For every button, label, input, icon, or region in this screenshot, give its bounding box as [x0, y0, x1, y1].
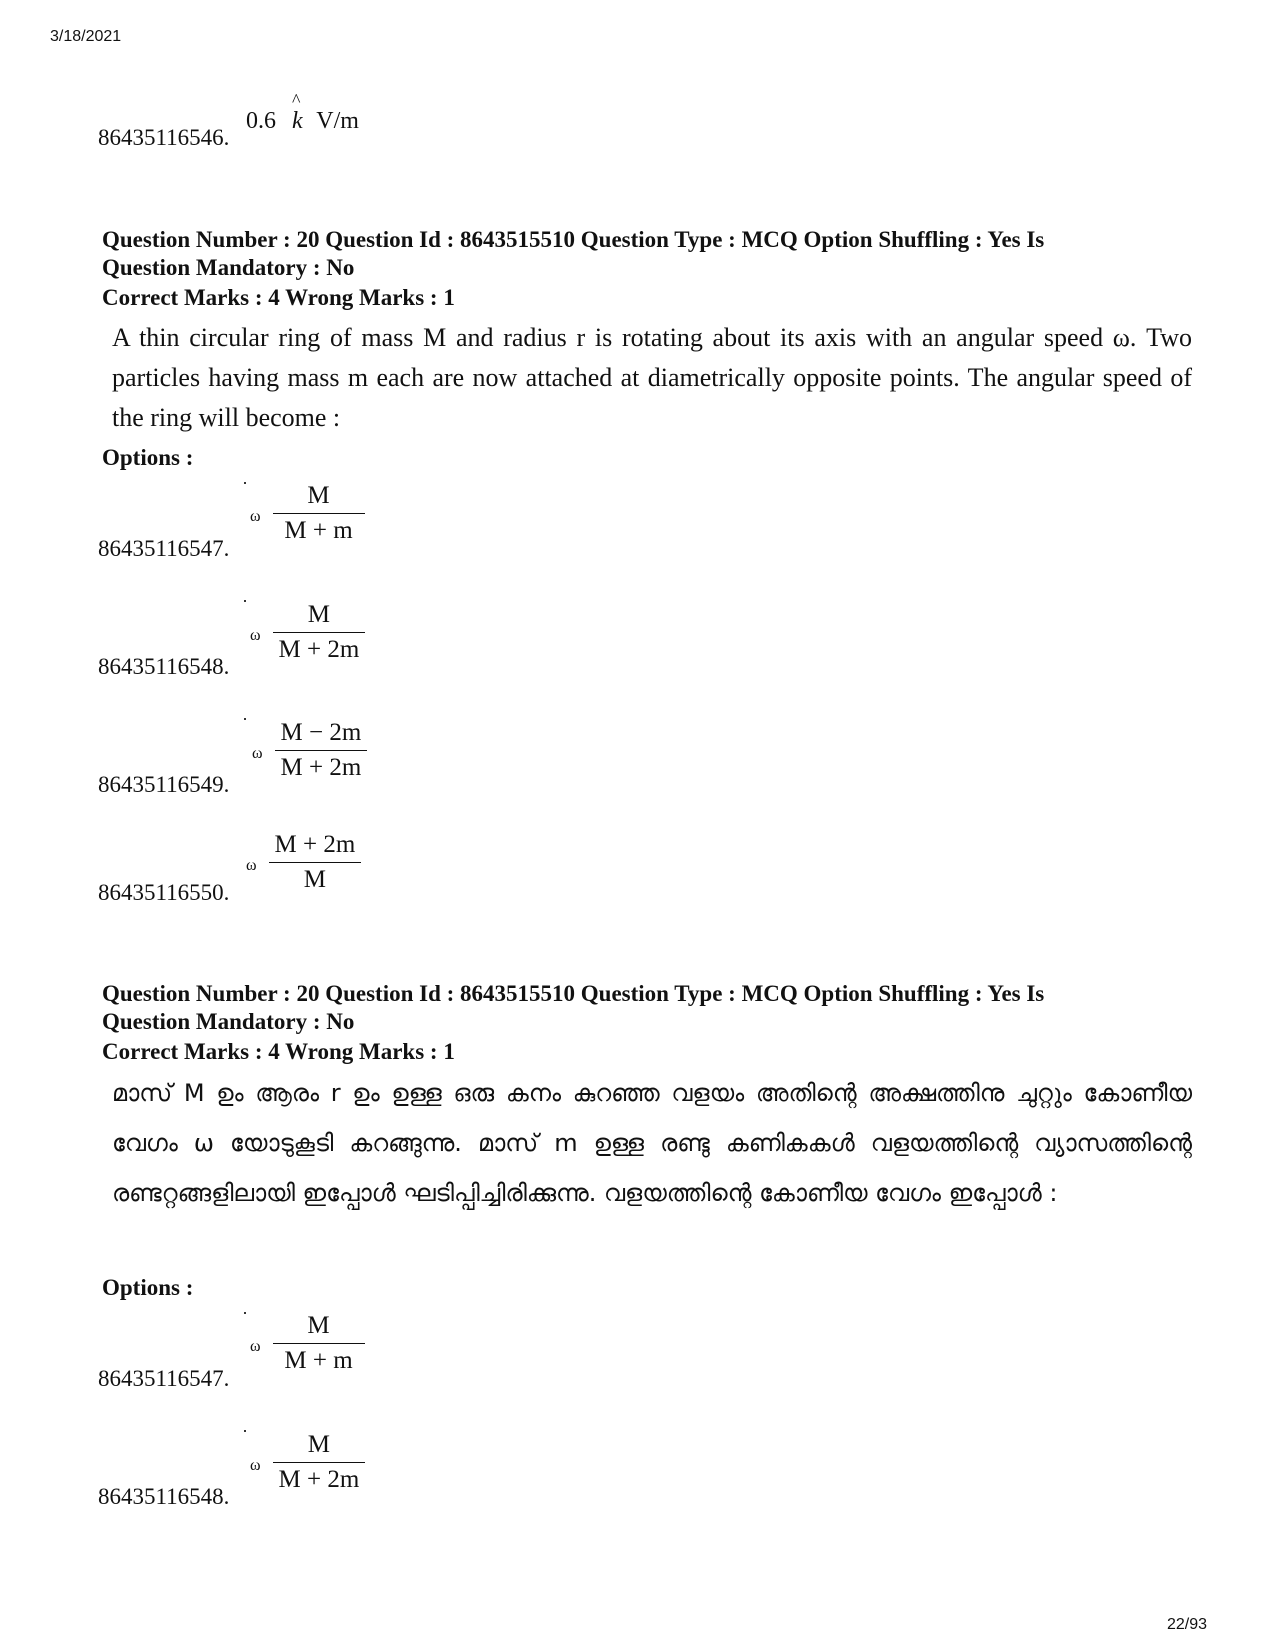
question-header: Question Number : 20 Question Id : 8643515510 Question Type : MCQ Option Shuffling : Yes Is Question Mandatory : No	[102, 227, 1045, 280]
hat-mark: ^	[292, 90, 301, 110]
fraction-numerator: M − 2m	[275, 718, 368, 751]
fraction-numerator: M	[273, 1311, 365, 1344]
option-marker	[244, 1312, 246, 1314]
omega-symbol: ω	[250, 1337, 261, 1355]
option-fraction	[250, 481, 365, 546]
option-fraction	[250, 1311, 365, 1376]
option-fraction	[246, 830, 361, 895]
option-marker	[244, 718, 246, 720]
fraction-denominator: M + 2m	[278, 1466, 360, 1493]
page-number: 22/93	[1167, 1616, 1208, 1633]
question-marks: Correct Marks : 4 Wrong Marks : 1	[102, 285, 455, 310]
option-number: 86435116550.	[98, 880, 230, 905]
option-expression	[246, 90, 359, 135]
question-marks: Correct Marks : 4 Wrong Marks : 1	[102, 1039, 455, 1064]
option-number: 86435116547.	[98, 536, 230, 561]
option-fraction	[250, 600, 365, 665]
expression-value: 0.6	[246, 108, 276, 134]
fraction-denominator: M + 2m	[280, 754, 362, 781]
omega-symbol: ω	[246, 856, 257, 874]
option-fraction	[250, 1430, 365, 1495]
question-text: മാസ് M ഉം ആരം r ഉം ഉള്ള ഒരു കനം കുറഞ്ഞ വളയം അതിന്റെ അക്ഷത്തിനു ചുറ്റും കോണീയ വേഗം ω യോടുകൂടി കറങ്ങുന്നു. മാസ് m ഉള്ള രണ്ടു കണികകൾ വളയത്തിന്റെ വ്യാസത്തിന്റെ രണ്ടറ്റങ്ങളിലായി ഇപ്പോൾ ഘടിപ്പിച്ചിരിക്കുന്നു. വളയത്തിന്റെ കോണീയ വേഗം ഇപ്പോൾ :	[112, 1079, 1192, 1207]
fraction-numerator: M	[273, 1430, 365, 1463]
option-number: 86435116548.	[98, 1484, 230, 1509]
option-number: 86435116549.	[98, 772, 230, 797]
fraction-numerator: M	[273, 481, 365, 514]
omega-symbol: ω	[252, 744, 263, 762]
option-number: 86435116547.	[98, 1366, 230, 1391]
omega-symbol: ω	[250, 1456, 261, 1474]
expression-unit: V/m	[316, 108, 359, 134]
fraction-denominator: M + m	[284, 1347, 353, 1374]
unit-vector: ^ k	[292, 90, 303, 134]
omega-symbol: ω	[250, 507, 261, 525]
print-date: 3/18/2021	[50, 28, 122, 45]
options-label: Options :	[102, 1275, 194, 1300]
option-number: 86435116546.	[98, 125, 230, 150]
fraction-denominator: M + m	[284, 517, 353, 544]
fraction-numerator: M + 2m	[269, 830, 362, 863]
fraction-denominator: M + 2m	[278, 636, 360, 663]
option-fraction	[252, 718, 367, 783]
question-text: A thin circular ring of mass M and radius r is rotating about its axis with an angular speed ω. Two particles having mass m each are now attached at diametrically opposite points. The angular speed of the ring will become :	[112, 323, 1192, 432]
option-marker	[244, 482, 246, 484]
fraction-numerator: M	[273, 600, 365, 633]
option-marker	[244, 600, 246, 602]
options-label: Options :	[102, 445, 194, 470]
fraction-denominator: M	[303, 866, 327, 893]
option-number: 86435116548.	[98, 654, 230, 679]
option-marker	[244, 1430, 246, 1432]
question-header: Question Number : 20 Question Id : 8643515510 Question Type : MCQ Option Shuffling : Yes Is Question Mandatory : No	[102, 981, 1045, 1034]
omega-symbol: ω	[250, 626, 261, 644]
